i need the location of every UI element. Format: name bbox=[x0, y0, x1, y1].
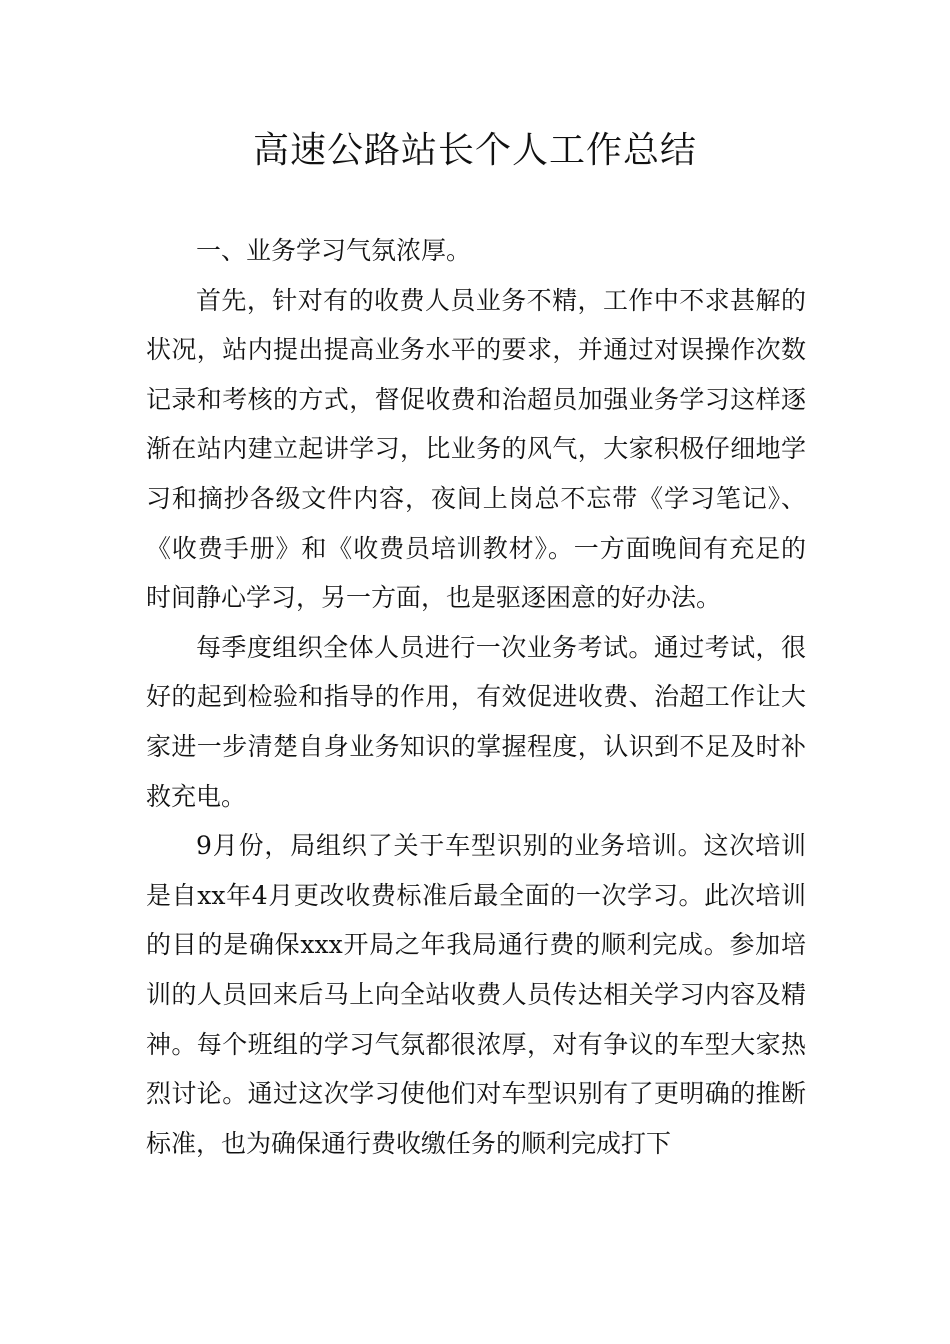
document-body bbox=[146, 226, 806, 1168]
document-title: 高速公路站长个人工作总结 bbox=[252, 130, 697, 171]
paragraph-2: 每季度组织全体人员进行一次业务考试。通过考试，很好的起到检验和指导的作用，有效促进收费、治超工作让大家进一步清楚自身业务知识的掌握程度，认识到不足及时补救充电。 bbox=[146, 632, 806, 811]
section-heading: 一、业务学习气氛浓厚。 bbox=[196, 236, 472, 265]
paragraph-3: 9月份，局组织了关于车型识别的业务培训。这次培训是自xx年4月更改收费标准后最全面的一次学习。此次培训的目的是确保xxx开局之年我局通行费的顺利完成。参加培训的人员回来后马上向全站收费人员传达相关学习内容及精神。每个班组的学习气氛都很浓厚，对有争议的车型大家热烈讨论。通过这次学习使他们对车型识别有了更明确的推断标准，也为确保通行费收缴任务的顺利完成打下 bbox=[146, 831, 806, 1158]
paragraph-1: 首先，针对有的收费人员业务不精，工作中不求甚解的状况，站内提出提高业务水平的要求，并通过对误操作次数记录和考核的方式，督促收费和治超员加强业务学习这样逐渐在站内建立起讲学习，比业务的风气，大家积极仔细地学习和摘抄各级文件内容，夜间上岗总不忘带《学习笔记》、《收费手册》和《收费员培训教材》。一方面晚间有充足的时间静心学习，另一方面，也是驱逐困意的好办法。 bbox=[146, 285, 806, 613]
